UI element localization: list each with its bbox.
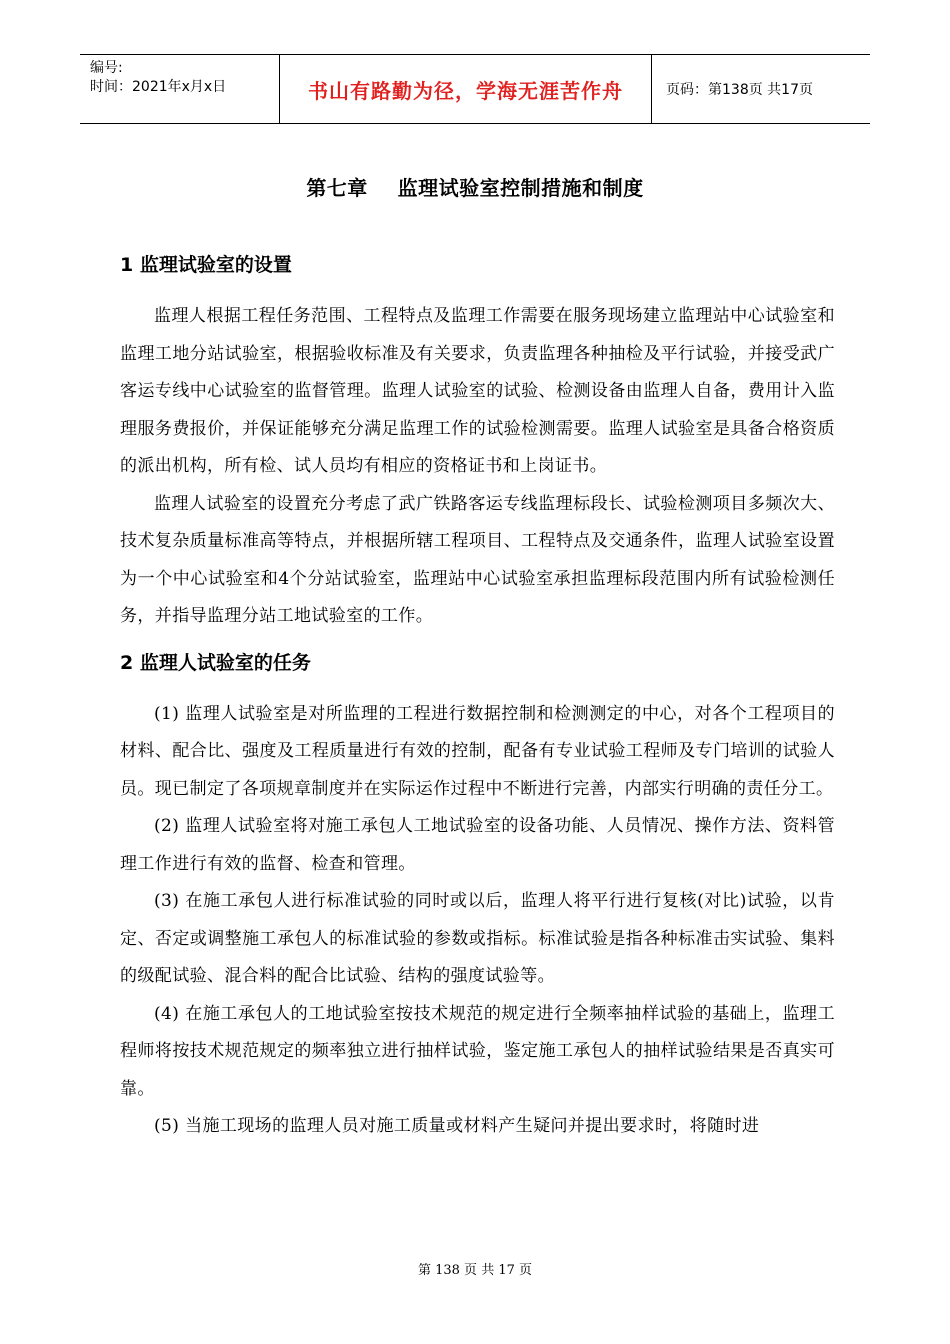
page-header <box>80 54 870 124</box>
page-footer: 第 138 页 共 17 页 <box>417 1263 533 1278</box>
section-1-paragraph-1: 监理人根据工程任务范围、工程特点及监理工作需要在服务现场建立监理站中心试验室和监理工地分站试验室，根据验收标准及有关要求，负责监理各种抽检及平行试验，并接受武广客运专线中心试验室的监督管理。监理人试验室的试验、检测设备由监理人自备，费用计入监理服务费报价，并保证能够充分满足监理工作的试验检测需要。监理人试验室是具备合格资质的派出机构，所有检、试人员均有相应的资格证书和上岗证书。 <box>120 306 835 476</box>
section-2-item-2: (2) 监理人试验室将对施工承包人工地试验室的设备功能、人员情况、操作方法、资料管理工作进行有效的监督、检查和管理。 <box>120 816 835 874</box>
section-heading-2: 2 监理人试验室的任务 <box>120 651 311 674</box>
header-meta <box>80 55 280 123</box>
chapter-title: 第七章 监理试验室控制措施和制度 <box>306 176 644 200</box>
section-2-item-5: (5) 当施工现场的监理人员对施工质量或材料产生疑问并提出要求时，将随时进 <box>154 1116 760 1136</box>
header-motto: 书山有路勤为径，学海无涯苦作舟 <box>280 55 652 123</box>
section-2-item-3: (3) 在施工承包人进行标准试验的同时或以后，监理人将平行进行复核(对比)试验，以肯定、否定或调整施工承包人的标准试验的参数或指标。标准试验是指各种标准击实试验、集料的级配试验、混合料的配合比试验、结构的强度试验等。 <box>120 891 835 986</box>
section-2-item-1: (1) 监理人试验室是对所监理的工程进行数据控制和检测测定的中心，对各个工程项目的材料、配合比、强度及工程质量进行有效的控制，配备有专业试验工程师及专门培训的试验人员。现已制定了各项规章制度并在实际运作过程中不断进行完善，内部实行明确的责任分工。 <box>120 703 835 799</box>
section-1-paragraph-2: 监理人试验室的设置充分考虑了武广铁路客运专线监理标段长、试验检测项目多频次大、技术复杂质量标准高等特点，并根据所辖工程项目、工程特点及交通条件，监理人试验室设置为一个中心试验室和4个分站试验室，监理站中心试验室承担监理标段范围内所有试验检测任务，并指导监理分站工地试验室的工作。 <box>120 493 835 626</box>
header-time-label: 时间：2021年x月x日 <box>90 79 227 95</box>
document-body <box>120 246 835 1146</box>
header-page-code: 页码：第138页 共17页 <box>666 82 813 98</box>
section-heading-1: 1 监理试验室的设置 <box>120 254 292 276</box>
header-number-label: 编号: <box>90 60 123 76</box>
section-2-item-4: (4) 在施工承包人的工地试验室按技术规范的规定进行全频率抽样试验的基础上，监理工程师将按技术规范规定的频率独立进行抽样试验，鉴定施工承包人的抽样试验结果是否真实可靠。 <box>120 1003 835 1099</box>
